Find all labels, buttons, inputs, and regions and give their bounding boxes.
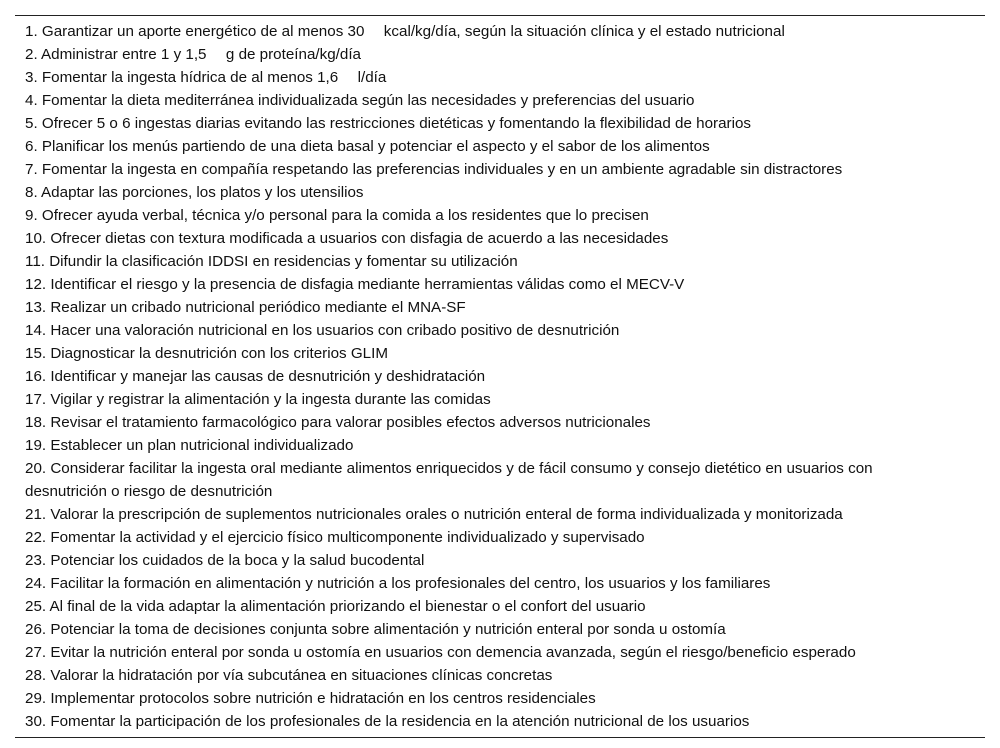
recommendation-row: 18. Revisar el tratamiento farmacológico para valorar posibles efectos adversos nutricionales bbox=[25, 414, 651, 431]
recommendation-row: 9. Ofrecer ayuda verbal, técnica y/o personal para la comida a los residentes que lo precisen bbox=[25, 207, 649, 224]
recommendation-row: 30. Fomentar la participación de los profesionales de la residencia en la atención nutricional de los usuarios bbox=[25, 713, 750, 730]
recommendation-row: 4. Fomentar la dieta mediterránea individualizada según las necesidades y preferencias del usuario bbox=[25, 92, 695, 109]
recommendation-row: 23. Potenciar los cuidados de la boca y la salud bucodental bbox=[25, 552, 425, 569]
recommendation-row: 20. Considerar facilitar la ingesta oral mediante alimentos enriquecidos y de fácil consumo y consejo dietético en usuarios con desnutrición o riesgo de desnutrición bbox=[25, 460, 873, 500]
recommendation-row: 17. Vigilar y registrar la alimentación y la ingesta durante las comidas bbox=[25, 391, 491, 408]
recommendations-table bbox=[15, 15, 985, 738]
recommendation-row: 19. Establecer un plan nutricional individualizado bbox=[25, 437, 354, 454]
recommendation-row: 29. Implementar protocolos sobre nutrición e hidratación en los centros residenciales bbox=[25, 690, 596, 707]
recommendation-row: 28. Valorar la hidratación por vía subcutánea en situaciones clínicas concretas bbox=[25, 667, 553, 684]
recommendation-row: 26. Potenciar la toma de decisiones conjunta sobre alimentación y nutrición enteral por sonda u ostomía bbox=[25, 621, 726, 638]
recommendation-row: 2. Administrar entre 1 y 1,5 g de proteína/kg/día bbox=[25, 46, 362, 63]
recommendation-row: 14. Hacer una valoración nutricional en los usuarios con cribado positivo de desnutrición bbox=[25, 322, 620, 339]
recommendation-row: 13. Realizar un cribado nutricional periódico mediante el MNA-SF bbox=[25, 299, 466, 316]
recommendation-row: 10. Ofrecer dietas con textura modificada a usuarios con disfagia de acuerdo a las necesidades bbox=[25, 230, 669, 247]
recommendation-row: 3. Fomentar la ingesta hídrica de al menos 1,6 l/día bbox=[25, 69, 387, 86]
recommendation-row: 15. Diagnosticar la desnutrición con los criterios GLIM bbox=[25, 345, 388, 362]
recommendation-row: 1. Garantizar un aporte energético de al menos 30 kcal/kg/día, según la situación clínica y el estado nutricional bbox=[25, 23, 785, 40]
recommendation-row: 25. Al final de la vida adaptar la alimentación priorizando el bienestar o el confort del usuario bbox=[25, 598, 646, 615]
recommendation-row: 5. Ofrecer 5 o 6 ingestas diarias evitando las restricciones dietéticas y fomentando la flexibilidad de horarios bbox=[25, 115, 752, 132]
recommendation-row: 6. Planificar los menús partiendo de una dieta basal y potenciar el aspecto y el sabor de los alimentos bbox=[25, 138, 710, 155]
recommendation-row: 16. Identificar y manejar las causas de desnutrición y deshidratación bbox=[25, 368, 486, 385]
recommendation-row: 24. Facilitar la formación en alimentación y nutrición a los profesionales del centro, los usuarios y los familiares bbox=[25, 575, 771, 592]
recommendation-row: 22. Fomentar la actividad y el ejercicio físico multicomponente individualizado y supervisado bbox=[25, 529, 645, 546]
recommendation-row: 7. Fomentar la ingesta en compañía respetando las preferencias individuales y en un ambiente agradable sin distractores bbox=[25, 161, 843, 178]
recommendation-row: 8. Adaptar las porciones, los platos y los utensilios bbox=[25, 184, 364, 201]
recommendation-row: 27. Evitar la nutrición enteral por sonda u ostomía en usuarios con demencia avanzada, según el riesgo/beneficio esperado bbox=[25, 644, 856, 661]
recommendation-row: 21. Valorar la prescripción de suplementos nutricionales orales o nutrición enteral de forma individualizada y monitorizada bbox=[25, 506, 843, 523]
recommendation-row: 11. Difundir la clasificación IDDSI en residencias y fomentar su utilización bbox=[25, 253, 518, 270]
recommendation-row: 12. Identificar el riesgo y la presencia de disfagia mediante herramientas válidas como el MECV-V bbox=[25, 276, 685, 293]
